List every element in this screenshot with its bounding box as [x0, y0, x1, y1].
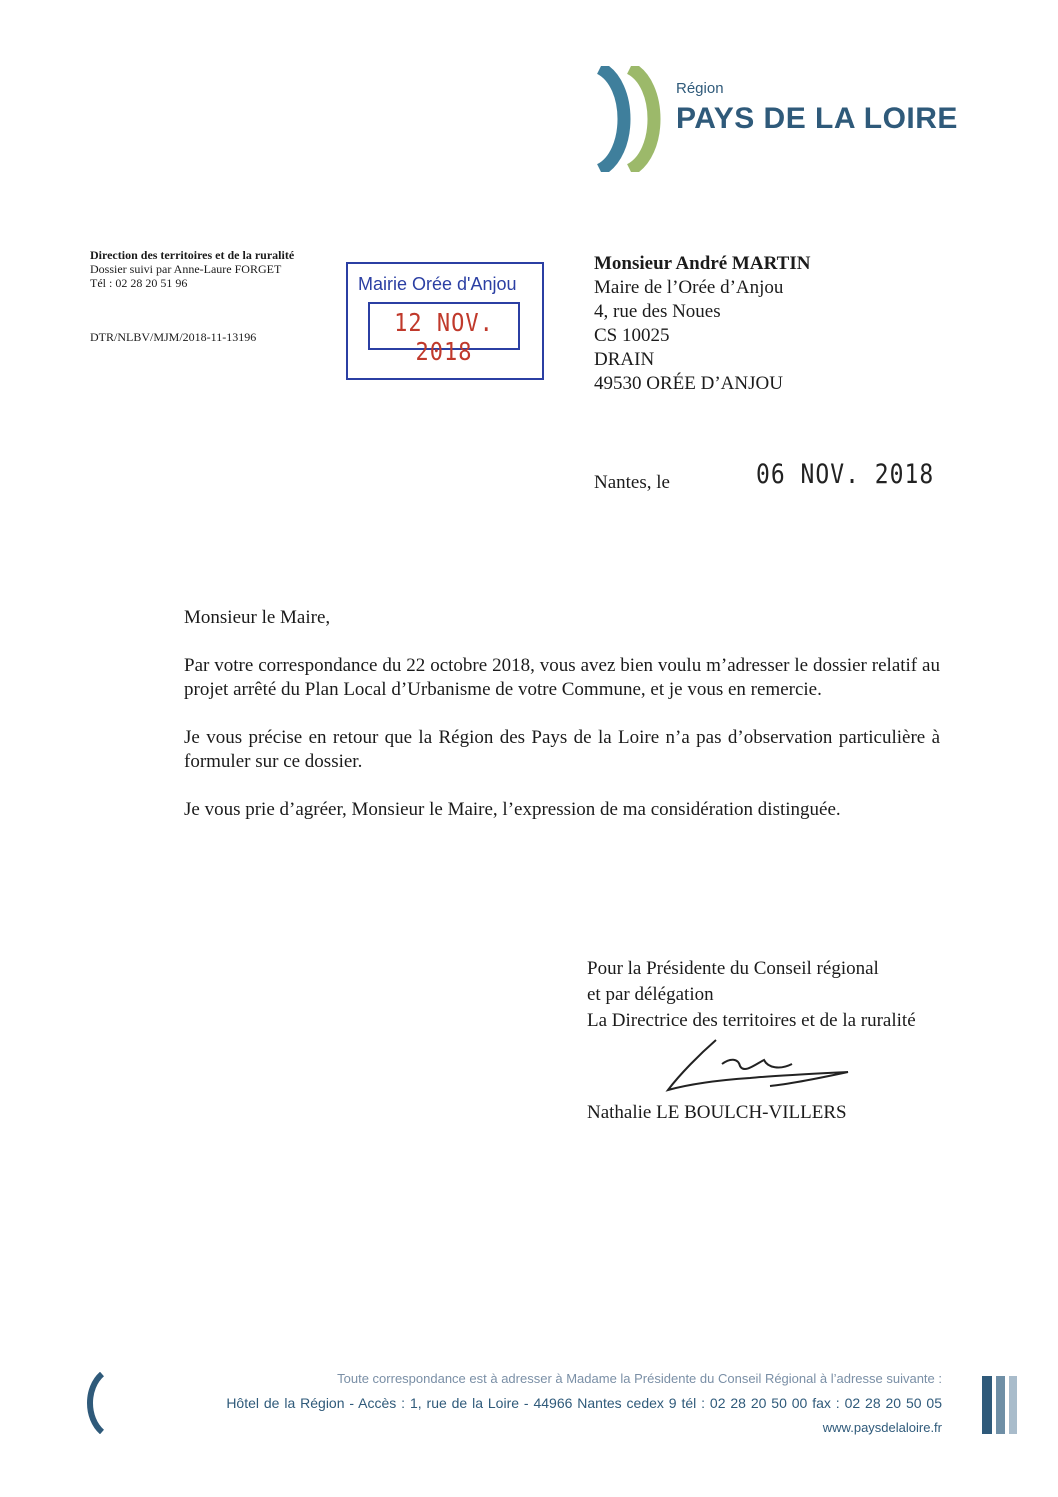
logo-brackets-icon [596, 66, 676, 172]
signature-line: Pour la Présidente du Conseil régional [587, 958, 879, 979]
sender-block [90, 248, 294, 290]
reception-stamp [346, 262, 544, 380]
recipient-line: Maire de l’Orée d’Anjou [594, 277, 784, 298]
dateline-place: Nantes, le [594, 472, 670, 493]
footer-bars-icon [982, 1376, 1022, 1434]
body-paragraph: Je vous prie d’agréer, Monsieur le Maire, l’expression de ma considération distinguée. [184, 799, 841, 820]
logo-region-label: Région [676, 80, 724, 97]
body-paragraph: Je vous précise en retour que la Région des Pays de la Loire n’a pas d’observation particulière à formuler sur ce dossier. [184, 727, 940, 772]
stamp-title: Mairie Orée d'Anjou [358, 274, 517, 294]
signature-line: et par délégation [587, 984, 714, 1005]
signature-block [587, 956, 916, 1034]
recipient-line: 49530 ORÉE D’ANJOU [594, 373, 783, 394]
logo-region-name: PAYS DE LA LOIRE [676, 102, 958, 135]
recipient-line: CS 10025 [594, 325, 670, 346]
recipient-line: 4, rue des Noues [594, 301, 721, 322]
salutation: Monsieur le Maire, [184, 607, 331, 628]
signatory-name: Nathalie LE BOULCH-VILLERS [587, 1102, 847, 1123]
footer-address: Hôtel de la Région - Accès : 1, rue de la Loire - 44966 Nantes cedex 9 tél : 02 28 20 50 00 fax : 02 28 20 50 05 [226, 1395, 942, 1411]
footer-note: Toute correspondance est à adresser à Madame la Présidente du Conseil Régional à l’adresse suivante : [337, 1371, 942, 1386]
letter-reference: DTR/NLBV/MJM/2018-11-13196 [90, 330, 257, 344]
region-logo [596, 66, 976, 172]
footer-bracket-icon [84, 1372, 106, 1434]
body-paragraph: Par votre correspondance du 22 octobre 2018, vous avez bien voulu m’adresser le dossier relatif au projet arrêté du Plan Local d’Urbanisme de votre Commune, et je vous en remercie. [184, 655, 940, 700]
sender-direction: Direction des territoires et de la ruralité [90, 248, 295, 262]
recipient-block [594, 252, 810, 396]
sender-phone: Tél : 02 28 20 51 96 [90, 276, 188, 290]
letter-body [184, 606, 940, 846]
stamp-date-frame [368, 302, 520, 367]
dateline-date: 06 NOV. 2018 [756, 460, 935, 490]
stamp-date: 12 NOV. 2018 [394, 309, 494, 367]
footer-website-link[interactable]: www.paysdelaloire.fr [822, 1420, 942, 1435]
handwritten-signature-icon [660, 1034, 860, 1098]
recipient-name: Monsieur André MARTIN [594, 253, 811, 274]
sender-followed-by: Dossier suivi par Anne-Laure FORGET [90, 262, 282, 276]
signature-line: La Directrice des territoires et de la ruralité [587, 1010, 916, 1031]
recipient-line: DRAIN [594, 349, 655, 370]
